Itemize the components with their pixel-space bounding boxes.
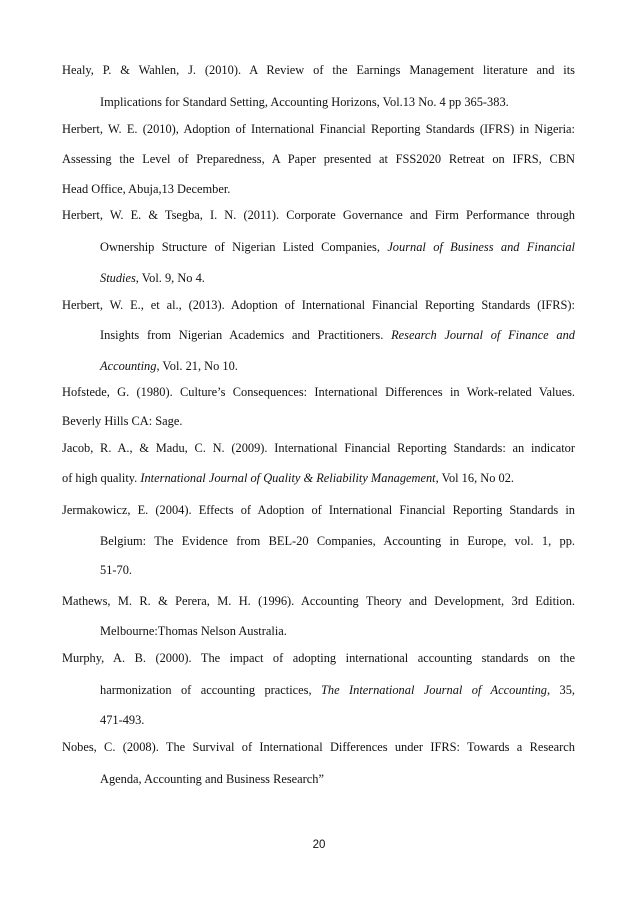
italic-title: Accounting (100, 359, 157, 373)
reference-line: Jermakowicz, E. (2004). Effects of Adoption of International Financial Reporting Standards in (62, 503, 575, 517)
reference-line: Implications for Standard Setting, Accounting Horizons, Vol.13 No. 4 pp 365-383. (100, 95, 509, 109)
reference-line: of high quality. International Journal of Quality & Reliability Management, Vol 16, No 02. (62, 471, 514, 485)
page-number: 20 (312, 839, 326, 851)
italic-title: Research Journal of Finance and (391, 328, 576, 342)
reference-line: Insights from Nigerian Academics and Practitioners. Research Journal of Finance and (100, 328, 576, 342)
reference-line: Head Office, Abuja,13 December. (62, 182, 231, 196)
reference-line: Herbert, W. E. (2010), Adoption of International Financial Reporting Standards (IFRS) in Nigeria: (62, 122, 575, 136)
reference-line: Nobes, C. (2008). The Survival of International Differences under IFRS: Towards a Research (62, 740, 575, 754)
reference-line: Melbourne:Thomas Nelson Australia. (100, 624, 287, 638)
reference-line: Hofstede, G. (1980). Culture’s Consequences: International Differences in Work-related Values. (62, 385, 575, 399)
reference-line: Ownership Structure of Nigerian Listed Companies, Journal of Business and Financial (100, 240, 575, 254)
reference-line: Murphy, A. B. (2000). The impact of adopting international accounting standards on the (62, 651, 575, 665)
reference-line: Beverly Hills CA: Sage. (62, 414, 183, 428)
reference-line: Herbert, W. E. & Tsegba, I. N. (2011). Corporate Governance and Firm Performance through (62, 208, 575, 222)
italic-title: Journal of Business and Financial (387, 240, 575, 254)
reference-line: Jacob, R. A., & Madu, C. N. (2009). International Financial Reporting Standards: an indicator (62, 441, 575, 455)
italic-title: International Journal of Quality & Reliability Management (140, 471, 436, 485)
italic-title: Studies (100, 271, 136, 285)
reference-line: 51-70. (100, 563, 133, 577)
italic-title: The International Journal of Accounting (321, 683, 547, 697)
reference-line: Assessing the Level of Preparedness, A Paper presented at FSS2020 Retreat on IFRS, CBN (62, 152, 575, 166)
reference-line: Agenda, Accounting and Business Research” (100, 772, 325, 786)
reference-line: Mathews, M. R. & Perera, M. H. (1996). Accounting Theory and Development, 3rd Edition. (62, 594, 575, 608)
reference-line: Healy, P. & Wahlen, J. (2010). A Review of the Earnings Management literature and its (62, 63, 575, 77)
reference-line: Belgium: The Evidence from BEL-20 Companies, Accounting in Europe, vol. 1, pp. (100, 534, 575, 548)
reference-line: harmonization of accounting practices, The International Journal of Accounting, 35, (100, 683, 575, 697)
reference-line: Herbert, W. E., et al., (2013). Adoption of International Financial Reporting Standards (IFRS): (62, 298, 575, 312)
reference-line: 471-493. (100, 713, 145, 727)
reference-line: Studies, Vol. 9, No 4. (100, 271, 205, 285)
reference-line: Accounting, Vol. 21, No 10. (100, 359, 238, 373)
